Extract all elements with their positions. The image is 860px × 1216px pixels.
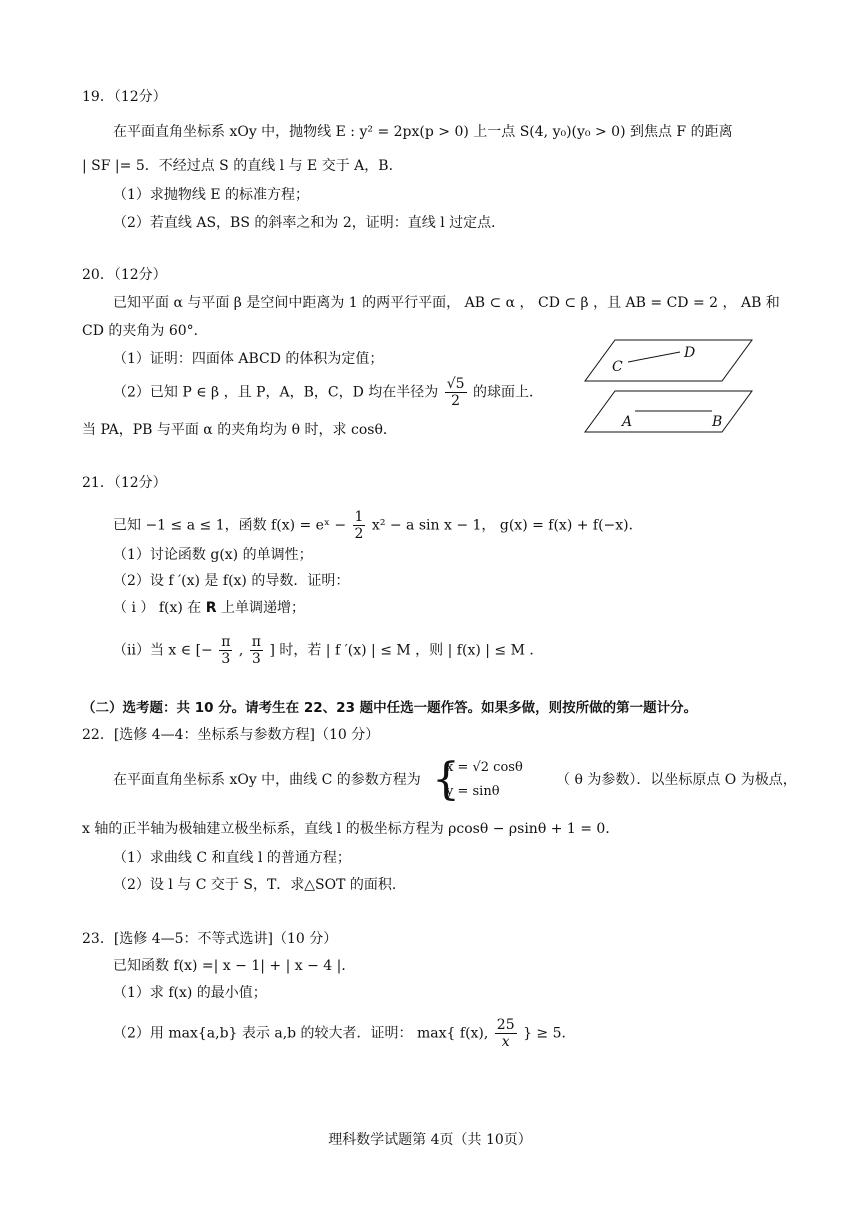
- param-eq-y: y = sinθ: [446, 784, 500, 799]
- q21-part1: （1）讨论函数 g(x) 的单调性；: [113, 547, 313, 563]
- q19-stem-line2: | SF |= 5．不经过点 S 的直线 l 与 E 交于 A，B．: [82, 158, 403, 174]
- q22-stem-line2: x 轴的正半轴为极轴建立极坐标系，直线 l 的极坐标方程为 ρcosθ − ρsinθ + 1 = 0．: [82, 821, 620, 837]
- q22-number: 22．[选修 4—4：坐标系与参数方程]（10 分）: [82, 727, 380, 743]
- q19-part1: （1）求抛物线 E 的标准方程；: [113, 187, 310, 203]
- parallel-planes-figure: [580, 335, 770, 440]
- q20-number: 20．（12分）: [82, 267, 167, 283]
- q23-number: 23．[选修 4—5：不等式选讲]（10 分）: [82, 931, 338, 947]
- q20-part2: （2）已知 P ∈ β ，且 P，A，B，C，D 均在半径为 $\frac{√5}{2}$ 的球面上．: [113, 376, 543, 409]
- label-d: D: [684, 345, 696, 361]
- q20-part1: （1）证明：四面体 ABCD 的体积为定值；: [113, 351, 384, 367]
- half-fraction: $\frac{1}{2}$: [354, 509, 364, 542]
- q22-stem-line1b: （ θ 为参数）．以坐标原点 O 为极点，: [556, 772, 797, 788]
- system-brace: {: [432, 754, 460, 805]
- q23-part1: （1）求 f(x) 的最小值；: [113, 985, 267, 1001]
- page-footer: 理科数学试题第 4页（共 10页）: [328, 1132, 532, 1148]
- segment-cd: [628, 352, 680, 362]
- pi-over-three-right: $\frac{\pi}{3}$: [251, 634, 261, 667]
- plane-beta: [585, 340, 752, 381]
- twentyfive-over-x: $\frac{25}{x}$: [496, 1017, 515, 1050]
- q22-stem-line1a: 在平面直角坐标系 xOy 中，曲线 C 的参数方程为: [113, 772, 421, 788]
- radius-fraction: $\frac{√5}{2}$: [446, 376, 465, 409]
- q19-number: 19．（12分）: [82, 89, 167, 105]
- elective-header: （二）选考题：共 10 分。请考生在 22、23 题中任选一题作答。如果多做，则按所做的第一题计分。: [82, 700, 698, 716]
- pi-over-three-left: $\frac{\pi}{3}$: [221, 634, 231, 667]
- q20-stem-line1: 已知平面 α 与平面 β 是空间中距离为 1 的两平行平面， AB ⊂ α ， CD ⊂ β ，且 AB = CD = 2 ， AB 和: [113, 295, 780, 311]
- q20-stem-last: 当 PA，PB 与平面 α 的夹角均为 θ 时，求 cosθ．: [82, 422, 397, 438]
- label-b: B: [712, 414, 723, 430]
- q22-part2: （2）设 l 与 C 交于 S，T．求△SOT 的面积.: [113, 877, 397, 893]
- q23-stem: 已知函数 f(x) =| x − 1| + | x − 4 |．: [113, 958, 356, 974]
- q19-stem-line1: 在平面直角坐标系 xOy 中，抛物线 E : y² = 2px(p > 0) 上一点 S(4, y₀)(y₀ > 0) 到焦点 F 的距离: [113, 124, 733, 140]
- q21-sub1: （ i ） f(x) 在 R 上单调递增；: [113, 600, 305, 616]
- q22-part1: （1）求曲线 C 和直线 l 的普通方程；: [113, 850, 351, 866]
- q21-sub2: （ii）当 x ∈ [− $\frac{\pi}{3}$ , $\frac{\pi}{3}$ ] 时，若 | f ′(x) | ≤ M ，则 | f(x) | ≤ M ．: [113, 634, 544, 667]
- param-eq-x: x = √2 cosθ: [446, 760, 523, 775]
- q19-part2: （2）若直线 AS，BS 的斜率之和为 2，证明：直线 l 过定点．: [113, 215, 506, 231]
- label-c: C: [612, 359, 623, 375]
- label-a: A: [622, 414, 633, 430]
- q21-stem: 已知 −1 ≤ a ≤ 1，函数 f(x) = eˣ − $\frac{1}{2}$ x² − a sin x − 1， g(x) = f(x) + f(−x)．: [113, 509, 643, 542]
- q20-stem-line2: CD 的夹角为 60°．: [82, 323, 208, 339]
- q21-part2: （2）设 f ′(x) 是 f(x) 的导数．证明：: [113, 573, 350, 589]
- q21-number: 21．（12分）: [82, 475, 167, 491]
- q23-part2: （2）用 max{a,b} 表示 a,b 的较大者．证明： max{ f(x), $\frac{25}{x}$ } ≥ 5．: [113, 1017, 576, 1050]
